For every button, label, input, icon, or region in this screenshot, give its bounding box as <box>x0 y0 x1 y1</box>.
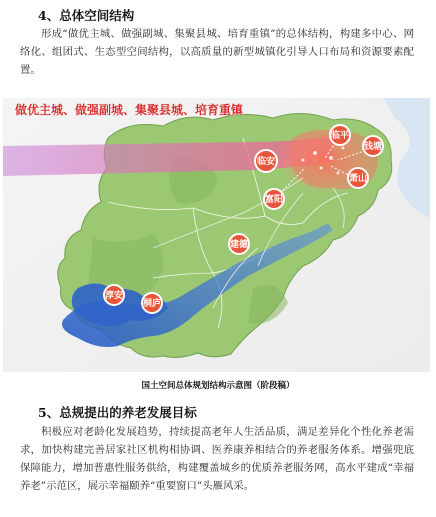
section-5-paragraph: 积极应对老龄化发展趋势，持续提高老年人生活品质，满足差异化个性化养老需求，加快构建完善居家社区机构相协调、医养康养相结合的养老服务体系。增强兜底保障能力，增加普惠性服务供给，构建覆盖城乡的优质养老服务网，高水平建成“幸福养老”示范区，展示幸福颐养“重要窗口”头雁风采。 <box>20 426 414 492</box>
marker-qiantang <box>363 136 383 156</box>
section-4-heading: 4、总体空间结构 <box>38 8 135 23</box>
svg-text:萧山: 萧山 <box>348 173 368 183</box>
svg-text:富阳: 富阳 <box>264 194 284 204</box>
section-4-paragraph: 形成“做优主城、做强副城、集聚县城、培育重镇”的总体结构，构建多中心、网络化、组团式、生态型空间结构，以高质量的新型城镇化引导人口布局和资源要素配置。 <box>20 28 414 76</box>
marker-jiande <box>229 234 249 254</box>
map-caption: 国土空间总体规划结构示意图（阶段稿） <box>141 381 295 391</box>
svg-text:临平: 临平 <box>330 130 350 140</box>
svg-text:淳安: 淳安 <box>104 290 124 300</box>
marker-fuyang <box>264 189 284 209</box>
svg-text:桐庐: 桐庐 <box>142 298 162 308</box>
map-banner-text: 做优主城、做强副城、集聚县城、培育重镇 <box>15 103 244 117</box>
marker-chun-an <box>104 285 124 305</box>
marker-xiaoshan <box>348 168 368 188</box>
section-5-heading: 5、总规提出的养老发展目标 <box>38 405 197 420</box>
svg-text:临安: 临安 <box>256 156 276 166</box>
spatial-structure-map <box>3 98 430 372</box>
svg-text:建德: 建德 <box>229 239 249 249</box>
marker-linping <box>330 125 350 145</box>
svg-text:钱塘: 钱塘 <box>363 141 383 151</box>
marker-lin-an <box>255 150 277 172</box>
marker-tonglu <box>142 293 162 313</box>
